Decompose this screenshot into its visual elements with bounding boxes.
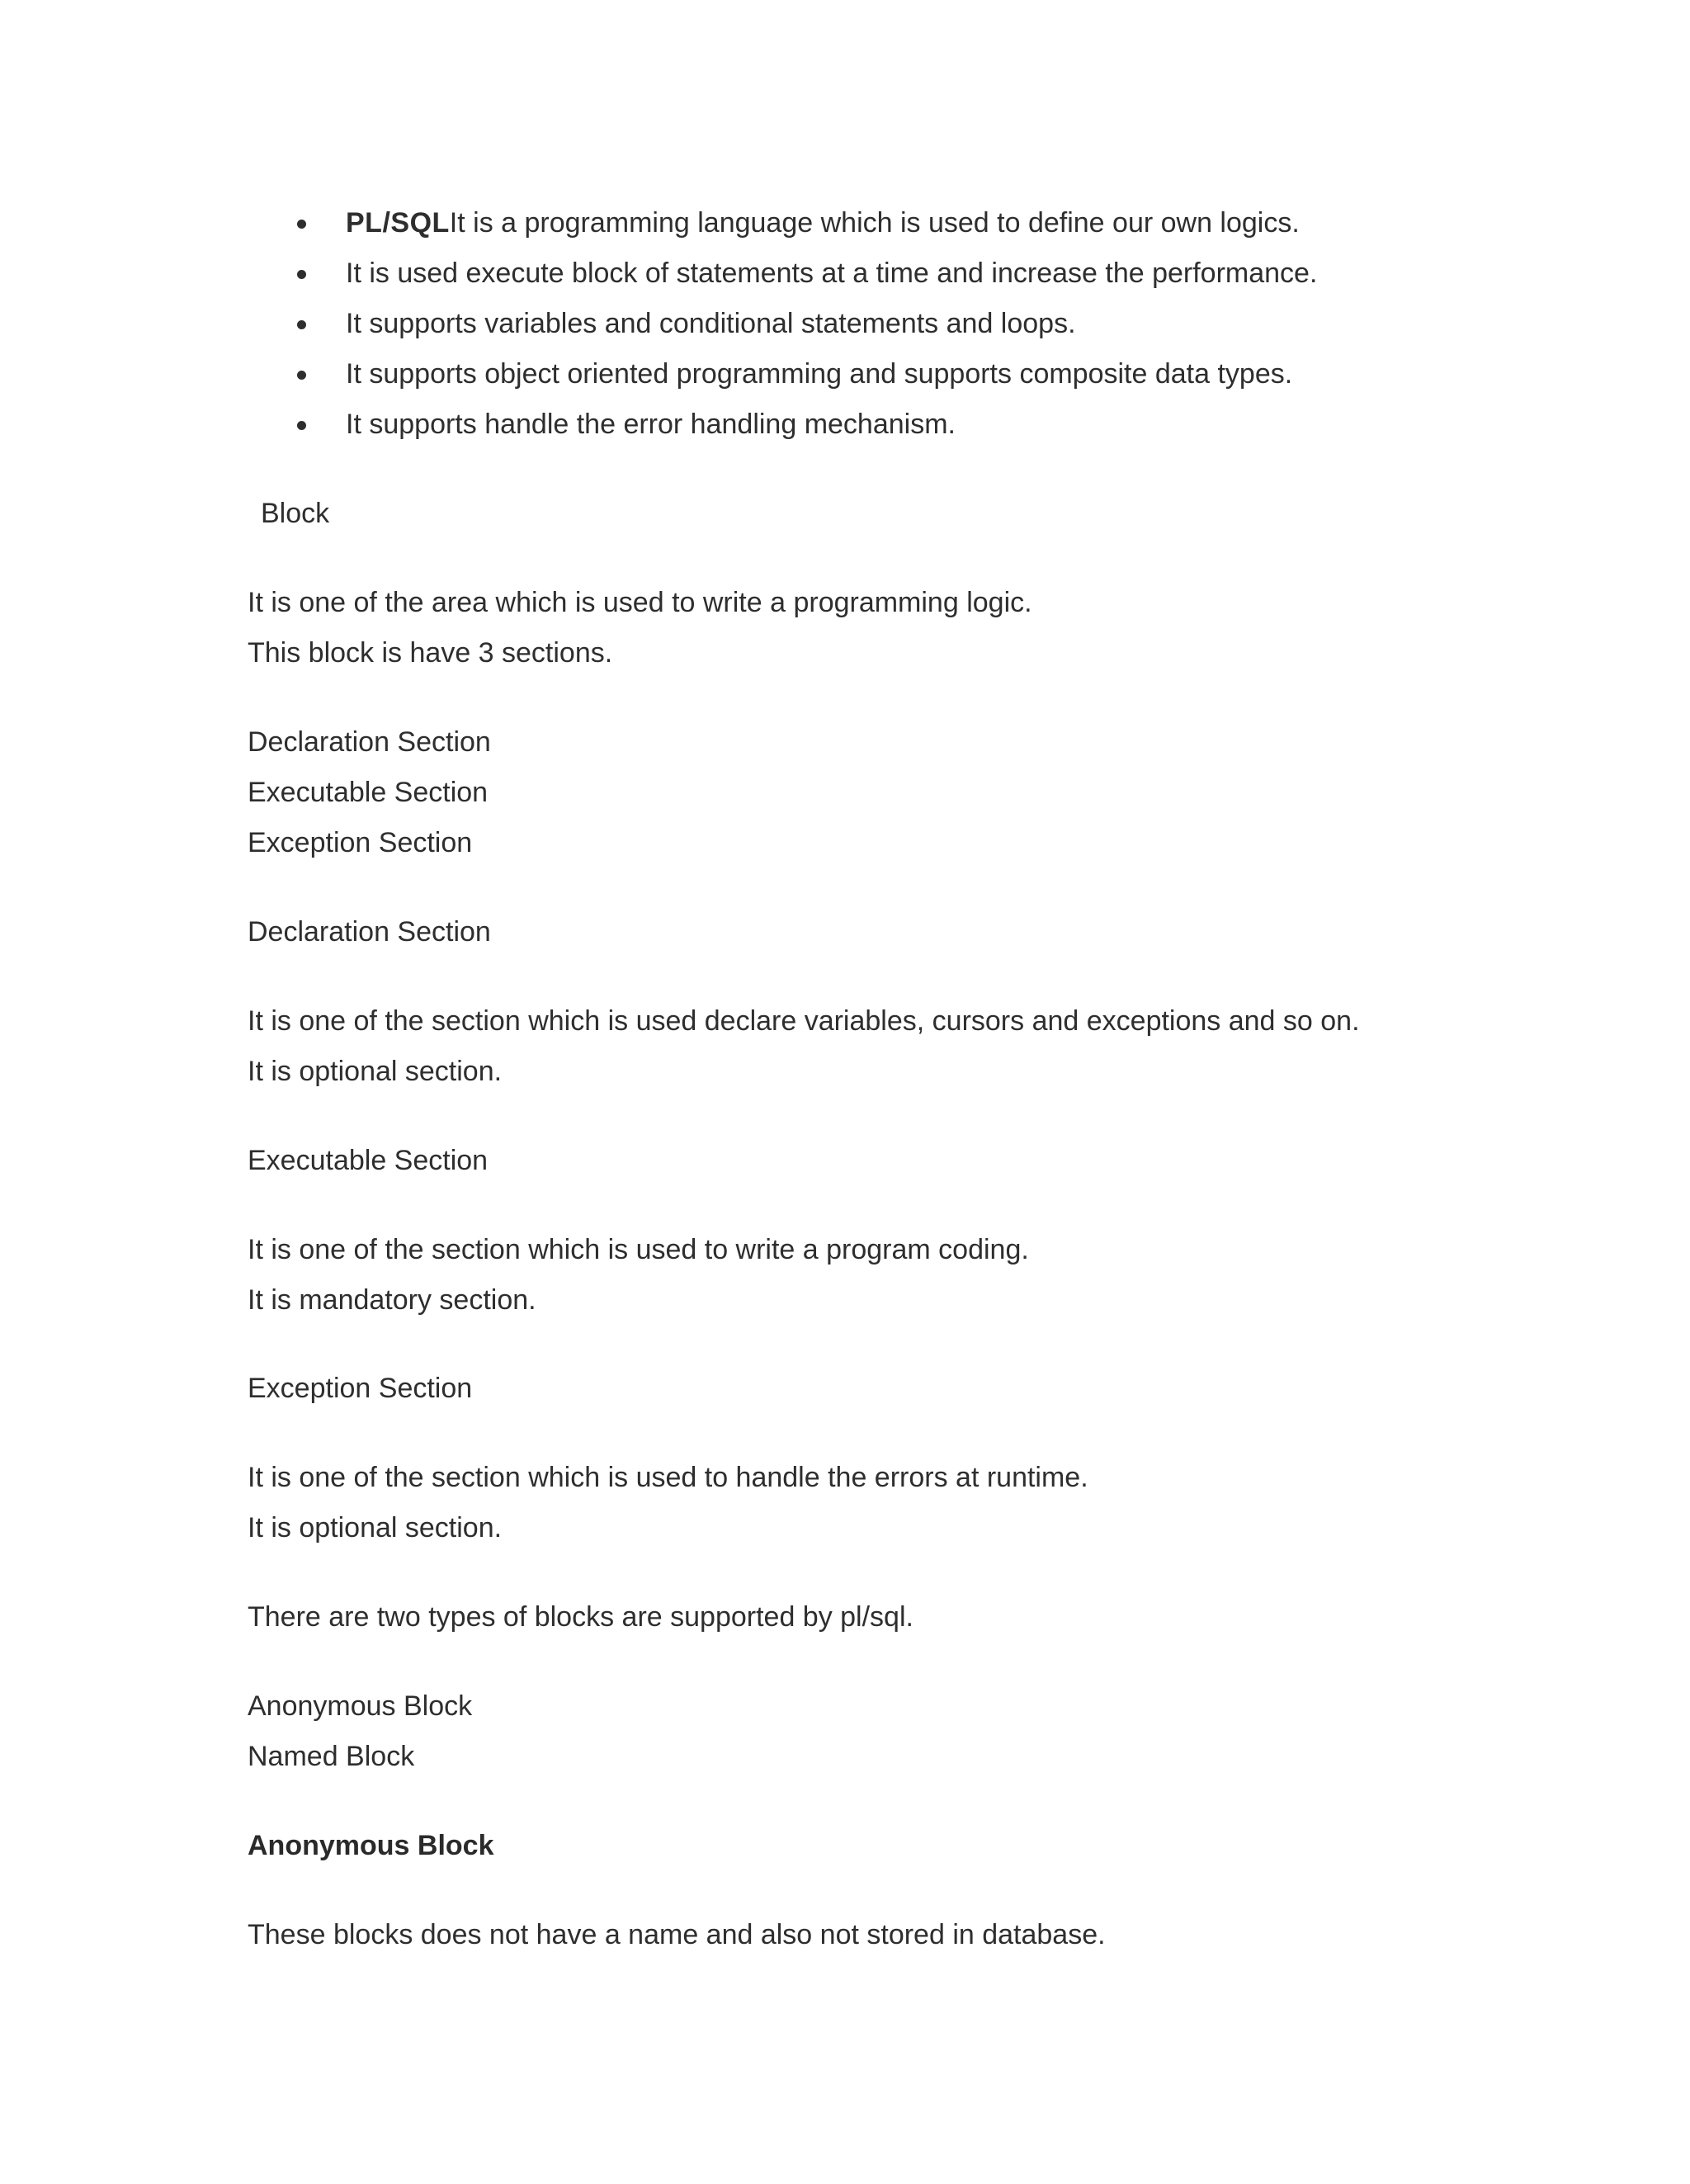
bullet-dot-icon: [297, 421, 306, 430]
block-description: It is one of the area which is used to write a programming logic.: [248, 587, 1032, 618]
block-type-item: Named Block: [248, 1741, 415, 1772]
executable-heading: Executable Section: [248, 1145, 489, 1176]
bullet-dot-icon: [297, 320, 306, 329]
section-list-item: Executable Section: [248, 777, 489, 808]
exception-note: It is optional section.: [248, 1512, 503, 1543]
bullet-bold-term: PL/SQL: [346, 207, 450, 239]
bullet-dot-icon: [297, 220, 306, 229]
block-type-item: Anonymous Block: [248, 1690, 473, 1722]
bullet-body: It supports handle the error handling mechanism.: [346, 409, 956, 440]
bullet-text: [346, 198, 1300, 248]
bullet-body: It supports object oriented programming and supports composite data types.: [346, 358, 1293, 390]
exception-heading: Exception Section: [248, 1373, 473, 1404]
block-types-intro: There are two types of blocks are supported by pl/sql.: [248, 1601, 913, 1633]
anonymous-block-heading: Anonymous Block: [248, 1830, 494, 1861]
section-list-item: Exception Section: [248, 827, 473, 858]
bullet-body: It is used execute block of statements at a time and increase the performance.: [346, 258, 1318, 289]
bullet-body: It supports variables and conditional statements and loops.: [346, 308, 1076, 339]
section-list-item: Declaration Section: [248, 726, 491, 758]
declaration-note: It is optional section.: [248, 1056, 503, 1087]
bullet-body: It is a programming language which is used to define our own logics.: [449, 207, 1300, 239]
declaration-description: It is one of the section which is used declare variables, cursors and exceptions and so on.: [248, 1005, 1360, 1037]
block-heading: Block: [261, 498, 330, 529]
exception-description: It is one of the section which is used to handle the errors at runtime.: [248, 1462, 1088, 1493]
anonymous-block-description: These blocks does not have a name and also not stored in database.: [248, 1919, 1106, 1950]
bullet-dot-icon: [297, 371, 306, 380]
declaration-heading: Declaration Section: [248, 916, 491, 948]
executable-description: It is one of the section which is used to write a program coding.: [248, 1234, 1029, 1265]
bullet-dot-icon: [297, 270, 306, 279]
executable-note: It is mandatory section.: [248, 1284, 536, 1316]
block-sections-count: This block is have 3 sections.: [248, 637, 613, 669]
